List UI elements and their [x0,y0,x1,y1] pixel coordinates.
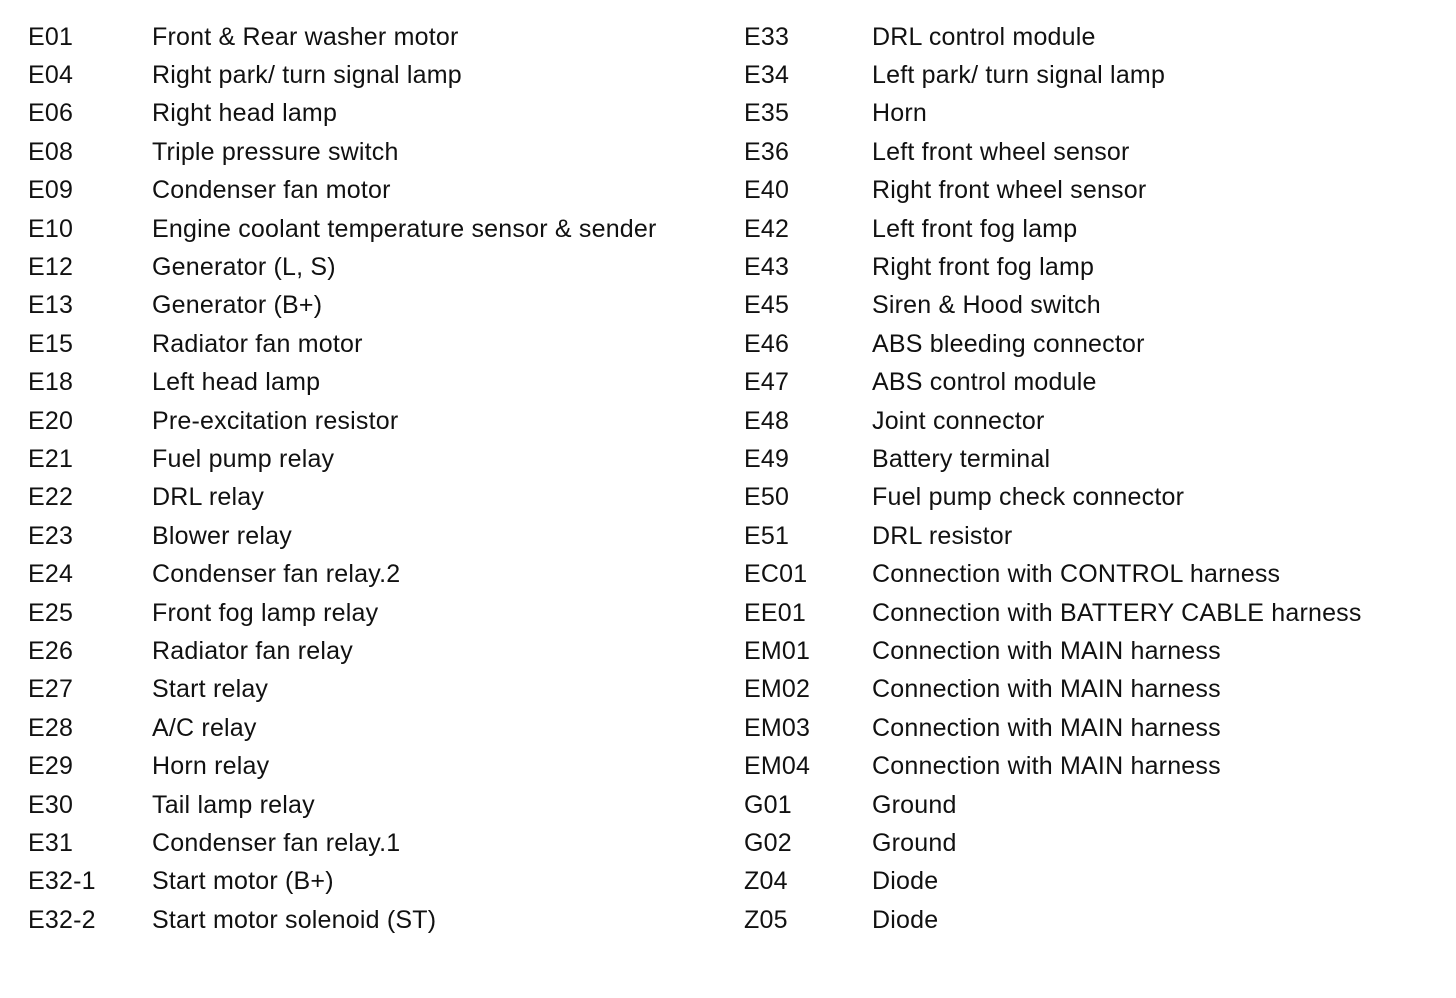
connector-description: Connection with BATTERY CABLE harness [872,598,1362,627]
connector-description: Horn relay [152,752,270,781]
connector-row [744,402,1434,440]
connector-code: E51 [744,521,790,550]
connector-row [28,56,718,94]
connector-row [744,901,1434,939]
connector-row [744,56,1434,94]
connector-description: Left head lamp [152,368,321,397]
connector-description: Tail lamp relay [152,790,315,819]
connector-code: E18 [28,368,74,397]
connector-code: E08 [28,137,74,166]
connector-description: Condenser fan relay.2 [152,560,401,589]
connector-row [28,210,718,248]
connector-row [28,824,718,862]
connector-description: Connection with MAIN harness [872,636,1221,665]
connector-description: Front fog lamp relay [152,598,379,627]
connector-code: E13 [28,291,74,320]
connector-row [28,325,718,363]
connector-row [744,594,1434,632]
connector-row [28,786,718,824]
connector-row [744,287,1434,325]
connector-row [28,594,718,632]
connector-row [744,133,1434,171]
connector-description: Start motor (B+) [152,867,334,896]
connector-code: E01 [28,22,74,51]
connector-row [28,671,718,709]
connector-code: E43 [744,253,790,282]
connector-description: Horn [872,99,927,128]
connector-description: DRL resistor [872,521,1013,550]
connector-row [744,786,1434,824]
connector-code: G01 [744,790,792,819]
connector-code: E48 [744,406,790,435]
connector-description: Left park/ turn signal lamp [872,61,1166,90]
connector-row [28,479,718,517]
connector-code: E50 [744,483,790,512]
connector-description: Radiator fan relay [152,636,353,665]
connector-description: Radiator fan motor [152,329,363,358]
connector-description: A/C relay [152,713,257,742]
connector-description: Ground [872,828,957,857]
connector-code: E31 [28,828,74,857]
connector-description: Pre-excitation resistor [152,406,399,435]
connector-row [28,18,718,56]
connector-description: Right front fog lamp [872,253,1095,282]
connector-description: Right head lamp [152,99,338,128]
connector-code: E32-1 [28,867,96,896]
connector-code: E21 [28,444,74,473]
connector-description: Fuel pump check connector [872,483,1185,512]
connector-code: E15 [28,329,74,358]
connector-row [744,863,1434,901]
connector-row [744,364,1434,402]
connector-row [744,824,1434,862]
connector-code: E34 [744,61,790,90]
connector-code: EM03 [744,713,811,742]
connector-description: Generator (B+) [152,291,323,320]
connector-description: ABS control module [872,368,1097,397]
connector-code: EM02 [744,675,811,704]
connector-description: Left front fog lamp [872,214,1078,243]
connector-code: E25 [28,598,74,627]
connector-row [28,632,718,670]
connector-row [744,95,1434,133]
connector-description: Right front wheel sensor [872,176,1147,205]
connector-description: Engine coolant temperature sensor & sender [152,214,657,243]
connector-description: Connection with MAIN harness [872,675,1221,704]
connector-code: E22 [28,483,74,512]
connector-code: E36 [744,137,790,166]
connector-description: Connection with MAIN harness [872,752,1221,781]
connector-code: E04 [28,61,74,90]
connector-row [28,95,718,133]
connector-row [744,671,1434,709]
connector-row [744,555,1434,593]
connector-description: Joint connector [872,406,1045,435]
connector-description: Left front wheel sensor [872,137,1130,166]
connector-row [28,133,718,171]
connector-description: Front & Rear washer motor [152,22,459,51]
connector-code: EM04 [744,752,811,781]
connector-code: Z04 [744,867,788,896]
connector-code: EE01 [744,598,806,627]
connector-description: Generator (L, S) [152,253,336,282]
connector-code: EC01 [744,560,808,589]
left-connector-list [28,18,718,939]
connector-code: E12 [28,253,74,282]
connector-row [28,440,718,478]
connector-code: E45 [744,291,790,320]
connector-row [28,248,718,286]
right-connector-list [744,18,1434,939]
connector-row [28,709,718,747]
connector-row [744,517,1434,555]
connector-row [744,479,1434,517]
connector-code: Z05 [744,905,788,934]
connector-code: E35 [744,99,790,128]
connector-description: Start motor solenoid (ST) [152,905,437,934]
connector-row [28,555,718,593]
connector-code: E26 [28,636,74,665]
connector-row [744,325,1434,363]
connector-row [28,364,718,402]
connector-row [744,210,1434,248]
connector-row [28,517,718,555]
connector-row [744,248,1434,286]
connector-code: E06 [28,99,74,128]
connector-description: Condenser fan relay.1 [152,828,401,857]
connector-code: E32-2 [28,905,96,934]
connector-code: E29 [28,752,74,781]
connector-row [744,747,1434,785]
connector-code: E30 [28,790,74,819]
connector-row [744,632,1434,670]
connector-description: Ground [872,790,957,819]
connector-description: DRL control module [872,22,1096,51]
connector-description: Start relay [152,675,269,704]
connector-row [28,747,718,785]
connector-code: E40 [744,176,790,205]
connector-row [28,863,718,901]
connector-code: E28 [28,713,74,742]
connector-code: E42 [744,214,790,243]
connector-code: G02 [744,828,792,857]
connector-code: E27 [28,675,74,704]
connector-code: E10 [28,214,74,243]
connector-description: Condenser fan motor [152,176,391,205]
connector-description: DRL relay [152,483,265,512]
connector-code: E46 [744,329,790,358]
connector-row [28,287,718,325]
connector-row [744,172,1434,210]
connector-description: ABS bleeding connector [872,329,1145,358]
connector-code: EM01 [744,636,811,665]
connector-description: Siren & Hood switch [872,291,1101,320]
connector-row [744,18,1434,56]
connector-row [744,709,1434,747]
connector-description: Battery terminal [872,444,1051,473]
connector-description: Right park/ turn signal lamp [152,61,462,90]
connector-description: Fuel pump relay [152,444,335,473]
connector-row [744,440,1434,478]
connector-code: E49 [744,444,790,473]
connector-description: Blower relay [152,521,292,550]
connector-description: Connection with MAIN harness [872,713,1221,742]
connector-row [28,901,718,939]
connector-row [28,402,718,440]
connector-code: E33 [744,22,790,51]
connector-code: E47 [744,368,790,397]
connector-code: E24 [28,560,74,589]
connector-description: Diode [872,867,939,896]
connector-description: Connection with CONTROL harness [872,560,1281,589]
connector-row [28,172,718,210]
connector-code: E23 [28,521,74,550]
connector-code: E20 [28,406,74,435]
connector-description: Diode [872,905,939,934]
connector-code: E09 [28,176,74,205]
connector-description: Triple pressure switch [152,137,399,166]
